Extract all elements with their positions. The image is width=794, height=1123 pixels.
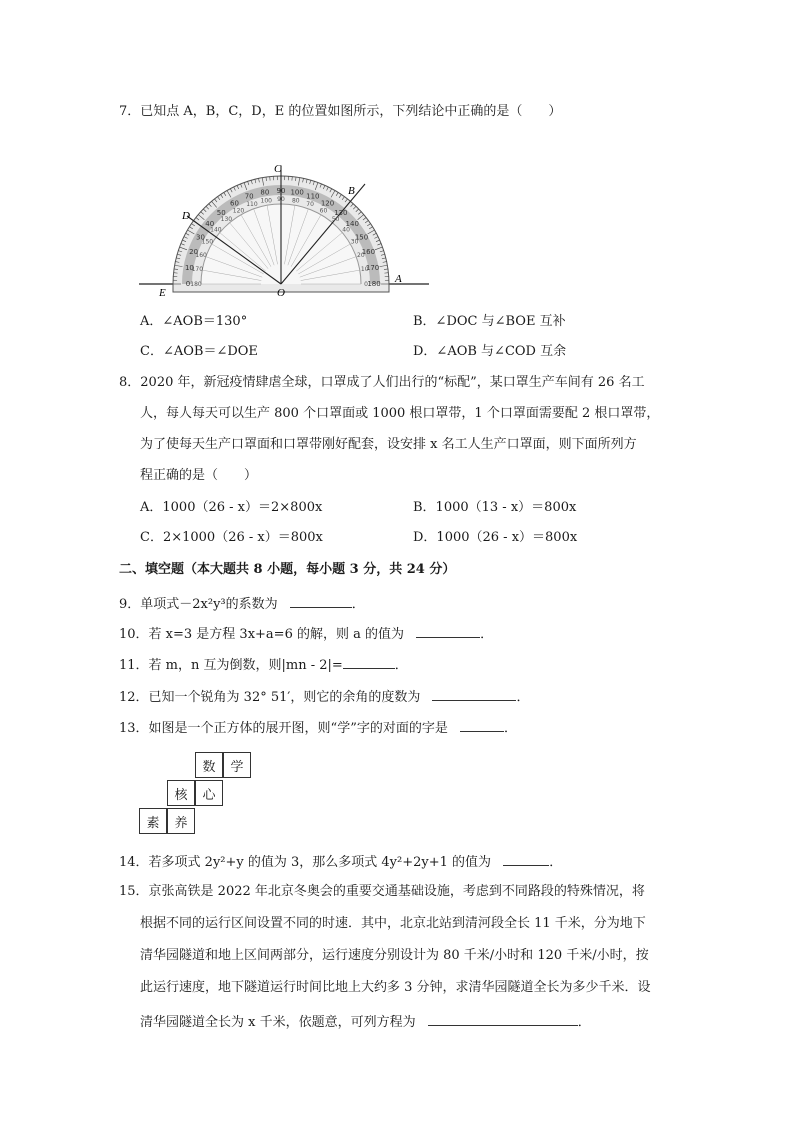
- q12-text: 12．已知一个锐角为 32° 51′，则它的余角的度数为: [119, 690, 421, 705]
- q14: [119, 852, 562, 871]
- q15-line-2: 根据不同的运行区间设置不同的时速．其中，北京北站到清河段全长 11 千米，分为地下: [140, 916, 646, 931]
- q14-period: ．: [549, 855, 563, 870]
- q11-period: ．: [394, 658, 408, 673]
- protractor-outer-number: 130: [334, 208, 348, 217]
- q8-line-1: 8．2020 年，新冠疫情肆虐全球，口罩成了人们出行的“标配”，某口罩生产车间有 26 名工: [119, 375, 645, 390]
- cube-face-su: 素: [139, 808, 167, 834]
- q9: [119, 594, 365, 613]
- protractor-inner-number: 140: [210, 226, 222, 234]
- q8-option-b: B．1000（13 - x）＝800x: [413, 500, 577, 515]
- q7-stem: 7．已知点 A，B，C，D，E 的位置如图所示，下列结论中正确的是（ ）: [119, 104, 562, 119]
- cube-face-he: 核: [167, 780, 195, 806]
- q8-option-c: C．2×1000（26 - x）＝800x: [140, 530, 323, 545]
- protractor-figure: [137, 158, 437, 300]
- q12: [119, 687, 530, 706]
- protractor-outer-number: 20: [189, 248, 199, 257]
- protractor-outer-number: 180: [367, 280, 381, 288]
- q9-text: 9．单项式－2x²y³的系数为: [119, 597, 278, 612]
- protractor-outer-number: 40: [205, 220, 215, 229]
- protractor-inner-number: 70: [306, 201, 314, 209]
- protractor-inner-number: 180: [190, 281, 202, 288]
- q11: [119, 655, 408, 674]
- q13-period: ．: [503, 721, 517, 736]
- protractor-inner-number: 80: [291, 197, 300, 205]
- protractor-outer-number: 110: [306, 192, 320, 201]
- label-O: O: [277, 287, 285, 299]
- q10-period: ．: [480, 627, 494, 642]
- q11-text: 11．若 m，n 互为倒数，则|mn - 2|=: [119, 658, 343, 673]
- protractor-inner-number: 40: [342, 226, 350, 234]
- q8-option-d: D．1000（26 - x）＝800x: [413, 530, 578, 545]
- protractor-outer-number: 60: [230, 199, 239, 208]
- label-E: E: [159, 287, 166, 299]
- q13-text: 13．如图是一个正方体的展开图，则“学”字的对面的字是: [119, 721, 448, 736]
- protractor-outer-number: 90: [276, 187, 286, 195]
- q11-answer-blank[interactable]: [343, 655, 395, 669]
- q13-answer-blank[interactable]: [460, 718, 504, 732]
- q15-line-4: 此运行速度，地下隧道运行时间比地上大约多 3 分钟，求清华园隧道全长为多少千米．设: [140, 980, 651, 995]
- protractor-inner-number: 50: [331, 215, 340, 223]
- protractor-outer-number: 160: [361, 248, 376, 257]
- protractor-outer-number: 170: [365, 263, 380, 272]
- q9-answer-blank[interactable]: [290, 594, 352, 608]
- q15-line-1: 15．京张高铁是 2022 年北京冬奥会的重要交通基础设施，考虑到不同路段的特殊情况，将: [119, 884, 645, 899]
- protractor-outer-number: 100: [290, 188, 304, 197]
- protractor-outer-number: 0: [185, 280, 191, 288]
- protractor-inner-number: 0: [364, 281, 368, 288]
- q10: [119, 624, 493, 643]
- protractor-inner-number: 90: [277, 196, 285, 203]
- q7-option-c: C．∠AOB＝∠DOE: [140, 344, 258, 359]
- q14-text: 14．若多项式 2y²+y 的值为 3，那么多项式 4y²+2y+1 的值为: [119, 855, 492, 870]
- protractor-outer-number: 70: [244, 192, 254, 201]
- q9-period: ．: [351, 597, 365, 612]
- q7-option-b: B．∠DOC 与∠BOE 互补: [413, 314, 566, 329]
- q15-period: ．: [577, 1015, 591, 1030]
- q8-line-4: 程正确的是（ ）: [140, 468, 258, 483]
- label-A: A: [395, 273, 402, 285]
- q13: [119, 718, 517, 737]
- protractor-inner-number: 150: [201, 238, 214, 246]
- q8-line-2: 人，每人每天可以生产 800 个口罩面或 1000 根口罩带，1 个口罩面需要配 2 根口罩带，: [140, 406, 660, 421]
- cube-face-yang: 养: [167, 808, 195, 834]
- q8-line-3: 为了使每天生产口罩面和口罩带刚好配套，设安排 x 名工人生产口罩面，则下面所列方: [140, 437, 637, 452]
- label-D: D: [182, 210, 190, 222]
- section-2-heading: 二、填空题（本大题共 8 小题，每小题 3 分，共 24 分）: [119, 562, 456, 577]
- q15-line-3: 清华园隧道和地上区间两部分，运行速度分别设计为 80 千米/小时和 120 千米/小时，按: [140, 948, 649, 963]
- cube-face-shu: 数: [195, 752, 223, 778]
- q15-line-5: [140, 1012, 591, 1031]
- cube-face-xin: 心: [195, 780, 223, 806]
- protractor-inner-number: 120: [232, 207, 245, 215]
- protractor-outer-number: 30: [195, 233, 205, 242]
- q12-answer-blank[interactable]: [432, 687, 516, 701]
- protractor-outer-number: 10: [184, 263, 194, 272]
- protractor-inner-number: 60: [319, 207, 328, 215]
- protractor-inner-number: 110: [246, 201, 258, 209]
- q7-option-a: A．∠AOB＝130°: [140, 314, 248, 329]
- protractor-inner-number: 20: [357, 251, 365, 259]
- q10-text: 10．若 x=3 是方程 3x+a=6 的解，则 a 的值为: [119, 627, 404, 642]
- q7-option-d: D．∠AOB 与∠COD 互余: [413, 344, 567, 359]
- label-B: B: [348, 185, 355, 197]
- cube-face-xue: 学: [223, 752, 251, 778]
- q8-option-a: A．1000（26 - x）＝2×800x: [140, 500, 323, 515]
- protractor-outer-number: 120: [320, 199, 335, 208]
- q14-answer-blank[interactable]: [503, 852, 549, 866]
- protractor-inner-number: 10: [360, 266, 369, 274]
- q10-answer-blank[interactable]: [416, 624, 480, 638]
- protractor-inner-number: 100: [260, 197, 272, 205]
- q15-answer-blank[interactable]: [428, 1012, 578, 1026]
- protractor-inner-number: 160: [195, 251, 207, 259]
- protractor-outer-number: 80: [260, 188, 270, 197]
- q15-text: 清华园隧道全长为 x 千米，依题意，可列方程为: [140, 1015, 416, 1030]
- protractor-inner-number: 30: [350, 238, 359, 246]
- protractor-inner-number: 170: [191, 266, 204, 274]
- protractor-outer-number: 50: [216, 208, 226, 217]
- q12-period: ．: [516, 690, 530, 705]
- protractor-outer-number: 140: [345, 220, 359, 229]
- protractor-outer-number: 150: [354, 233, 369, 242]
- cube-net: [139, 752, 251, 836]
- protractor-inner-number: 130: [220, 215, 233, 223]
- label-C: C: [274, 163, 282, 175]
